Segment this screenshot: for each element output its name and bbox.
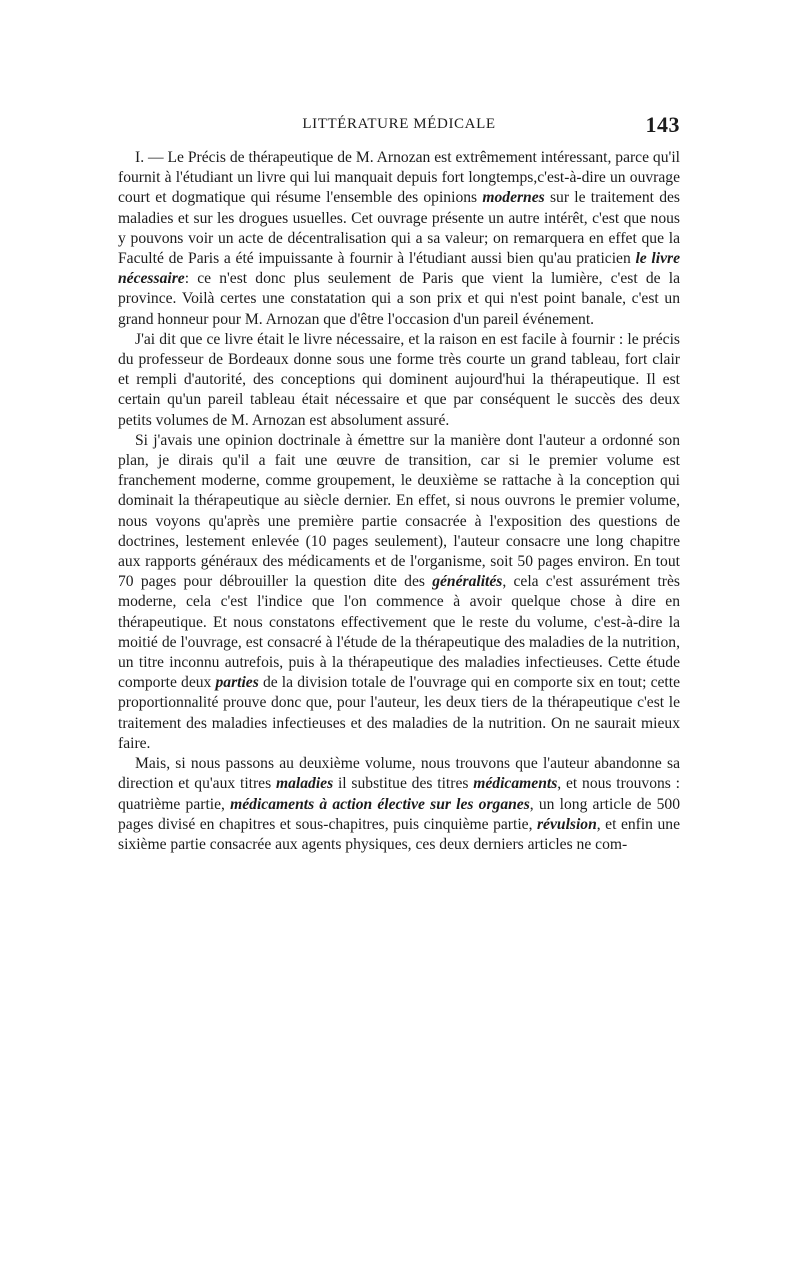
text-segment: J'ai dit que ce livre était le livre nécessaire, et la raison en est facile à fournir : le précis du professeur de Bordeaux donne sous une forme très courte un grand tableau, fort clair et rempli d'autorité, des conceptions qui dominent aujourd'hui la thérapeutique. Il est certain qu'un pareil tableau était nécessaire et que par conséquent le succès des deux petits volumes de M. Arnozan est absolument assuré.: [118, 330, 680, 429]
emphasis-text: révulsion: [536, 815, 597, 833]
paragraph: [118, 330, 680, 431]
text-segment: Si j'avais une opinion doctrinale à émettre sur la manière dont l'auteur a ordonné son plan, je dirais qu'il a fait une œuvre de transition, car si le premier volume est franchement moderne, comme groupement, le deuxième se rattache à la conception qui dominait la thérapeutique au siècle dernier. En effet, si nous ouvrons le premier volume, nous voyons qu'après une première partie consacrée à l'exposition des questions de doctrines, lestement enlevée (10 pages seulement), l'auteur consacre une long chapitre aux rapports généraux des médicaments et de l'organisme, soit 50 pages environ. En tout 70 pages pour débrouiller la question dite des: [118, 431, 680, 591]
book-page: [118, 112, 680, 855]
text-segment: , cela c'est assurément très moderne, cela c'est l'indice que l'on commence à avoir quelque chose à dire en thérapeutique. Et nous constatons effectivement que le reste du volume, c'est-à-dire la moitié de l'ouvrage, est consacré à l'étude de la thérapeutique des maladies de la nutrition, un titre inconnu autrefois, puis à la thérapeutique des maladies infectieuses. Cette étude comporte deux: [118, 573, 680, 692]
text-segment: , et nous trouvons : quatrième partie,: [118, 775, 680, 813]
text-segment: sur le traitement des maladies et sur les drogues usuelles. Cet ouvrage présente un autre intérêt, c'est que nous y pouvons voir un acte de décentralisation qui a sa valeur; on remarquera en effet que la Faculté de Paris a été impuissante à fournir à l'étudiant aussi bien qu'au praticien: [118, 189, 680, 268]
running-head: [118, 112, 680, 140]
text-segment: I. — Le Précis de thérapeutique de M. Arnozan est extrêmement intéressant, parce qu'il fournit à l'étudiant un livre qui lui manquait depuis fort longtemps,c'est-à-dire un ouvrage court et dogmatique qui résume l'ensemble des opinions: [118, 149, 680, 207]
text-segment: : ce n'est donc plus seulement de Paris que vient la lumière, c'est de la province. Voilà certes une constatation qui a son prix et qui n'est point banale, c'est un grand honneur pour M. Arnozan que d'être l'occasion d'un pareil événement.: [118, 270, 680, 328]
paragraph: [118, 431, 680, 754]
body-text: [118, 148, 680, 855]
emphasis-text: maladies: [275, 775, 334, 793]
paragraph: [118, 148, 680, 330]
text-segment: de la division totale de l'ouvrage qui en comporte six en tout; cette proportionnalité prouve donc que, pour l'auteur, les deux tiers de la thérapeutique c'est le traitement des maladies infectieuses et des maladies de la nutrition. On ne saurait mieux faire.: [118, 674, 681, 752]
text-segment: il substitue des titres: [333, 775, 474, 793]
paragraph: [118, 754, 680, 855]
text-segment: Mais, si nous passons au deuxième volume, nous trouvons que l'auteur abandonne sa direction et qu'aux titres: [118, 755, 680, 793]
text-segment: , un long article de 500 pages divisé en chapitres et sous-chapitres, puis cinquième partie,: [118, 795, 680, 833]
text-segment: , et enfin une sixième partie consacrée aux agents physiques, ces deux derniers articles ne com-: [118, 815, 680, 853]
emphasis-text: généralités: [432, 573, 503, 591]
running-title: LITTÉRATURE MÉDICALE: [302, 116, 496, 132]
emphasis-text: parties: [215, 674, 259, 692]
emphasis-text: médicaments à action élective sur les organes: [230, 795, 530, 813]
emphasis-text: médicaments: [473, 775, 558, 793]
page-number: 143: [645, 112, 680, 137]
emphasis-text: le livre nécessaire: [118, 250, 681, 288]
emphasis-text: modernes: [482, 189, 545, 207]
